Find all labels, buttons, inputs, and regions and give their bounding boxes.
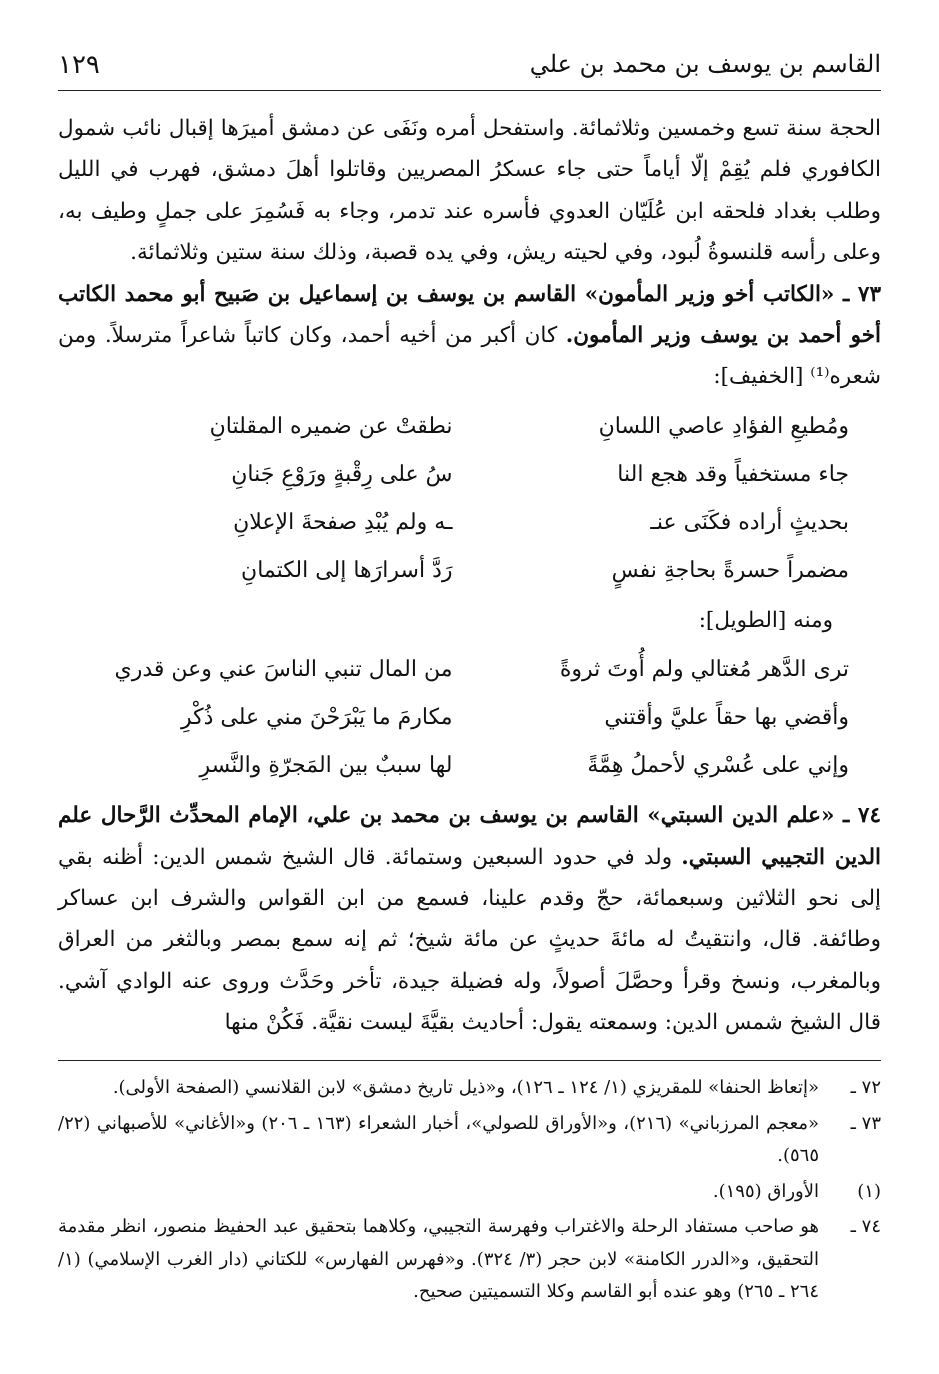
verse-second-hemistich: من المال تنبي الناسَ عني وعن قدري (114, 657, 453, 683)
poem-khafif (58, 403, 881, 595)
meter-label: ومنه [الطويل]: (698, 607, 833, 633)
footnote (58, 1211, 881, 1309)
footnote-number: (١) (857, 1180, 881, 1202)
entry-73-text: كان أكبر من أخيه أحمد، وكان كاتباً شاعراً مترسلاً. ومن شعره⁽¹⁾ [الخفيف]: (58, 323, 881, 390)
verse-first-hemistich: ترى الدَّهر مُغتالي ولم أُوتَ ثروةً (559, 657, 849, 683)
poem-tawil (58, 646, 881, 790)
paragraph-continuation: الحجة سنة تسع وخمسين وثلاثمائة. واستفحل أمره ونَفَى عن دمشق أميرَها إقبال نائب شمول الكافوري فلم يُقِمْ إلّا أياماً حتى جاء عسكرُ المصريين وقاتلوا أهلَ دمشق، فهرب في الليل وطلب بغداد فلحقه ابن عُلَيّان العدوي فأسره عند تدمر، وجاء به فَسُمِرَ على جملٍ وطيف به، وعلى رأسه قلنسوةُ لُبود، وفي لحيته ريش، وفي يده قصبة، وذلك سنة ستين وثلاثمائة. (58, 116, 881, 266)
verse-second-hemistich: رَدَّ أسرارَها إلى الكتمانِ (241, 557, 453, 583)
verse-second-hemistich: سُ على رِقْبةٍ ورَوْعِ جَنانِ (231, 461, 453, 487)
footnote (58, 1072, 881, 1105)
verse-first-hemistich: وإني على عُسْري لأحملُ هِمَّةً (587, 753, 849, 779)
verse-first-hemistich: وأقضي بها حقاً عليَّ وأقتني (604, 705, 849, 731)
footnote-text: «معجم المرزباني» (٢١٦)، و«الأوراق للصولي»، أخبار الشعراء (١٦٣ ـ ٢٠٦) و«الأغاني» للأصبهاني (٢٢/ ٥٦٥). (58, 1112, 820, 1166)
verse-first-hemistich: جاء مستخفياً وقد هجع النا (617, 461, 849, 487)
footnote-divider (58, 1060, 881, 1061)
main-text (58, 108, 881, 1044)
verse-second-hemistich: ـه ولم يُبْدِ صفحةَ الإعلانِ (233, 509, 453, 535)
verse-first-hemistich: بحديثٍ أراده فكَنَى عنـ (650, 509, 849, 535)
footnote-number: ٧٢ ـ (850, 1077, 881, 1098)
running-title: القاسم بن يوسف بن محمد بن علي (529, 50, 881, 78)
entry-73 (58, 274, 881, 398)
running-header (58, 46, 881, 91)
verse-second-hemistich: مكارمَ ما يَبْرَحْنَ مني على ذُكْرِ (181, 705, 453, 731)
verse-second-hemistich: لها سببٌ بين المَجرّةِ والنَّسرِ (199, 753, 453, 779)
entry-74-heading: ٧٤ ـ «علم الدين السبتي» القاسم بن يوسف بن محمد بن علي، الإمام المحدِّث الرَّحال علم الدين التجيبي السبتي. (58, 803, 881, 870)
footnotes (58, 1072, 881, 1312)
footnote-number: ٧٤ ـ (850, 1216, 881, 1237)
entry-74 (58, 795, 881, 1043)
page-number: ١٢٩ (58, 50, 100, 80)
footnote (58, 1108, 881, 1173)
entry-73-heading: ٧٣ ـ «الكاتب أخو وزير المأمون» القاسم بن يوسف بن إسماعيل بن صَبيح أبو محمد الكاتب أخو أحمد بن يوسف وزير المأمون. (58, 281, 881, 349)
footnote-text: «إتعاظ الحنفا» للمقريزي (١/ ١٢٤ ـ ١٢٦)، و«ذيل تاريخ دمشق» لابن القلانسي (الصفحة الأولى). (112, 1077, 819, 1098)
footnote-text: هو صاحب مستفاد الرحلة والاغتراب وفهرسة التجيبي، وكلاهما بتحقيق عبد الحفيظ منصور، انظر مقدمة التحقيق، و«الدرر الكامنة» لابن حجر (٣/ ٣٢٤). و«فهرس الفهارس» للكتاني (دار الغرب الإسلامي) (١/ ٢٦٤ ـ ٢٦٥) وهو عنده أبو القاسم وكلا التسميتين صحيح. (58, 1216, 819, 1302)
footnote (58, 1176, 881, 1209)
verse-first-hemistich: ومُطيعِ الفؤادِ عاصي اللسانِ (598, 413, 849, 439)
footnote-text: الأوراق (١٩٥). (712, 1180, 819, 1202)
verse-second-hemistich: نطقتْ عن ضميره المقلتانِ (209, 413, 453, 439)
entry-74-text: ولد في حدود السبعين وستمائة. قال الشيخ شمس الدين: أظنه بقي إلى نحو الثلاثين وسبعمائة، حجّ وقدم علينا، فسمع من ابن القواس والشرف ابن عساكر وطائفة. قال، وانتقيتُ له مائةَ حديثٍ عن مائة شيخ؛ ثم إنه سمع بمصر وبالثغر من العراق وبالمغرب، ونسخ وقرأ وحصَّلَ أصولاً، وله فضيلة جيدة، تأخر وحَدَّث وروى عنه الوادي آشي. قال الشيخ شمس الدين: وسمعته يقول: أحاديث بقيَّةَ ليست نقيَّة. فَكُنْ منها (58, 844, 881, 1036)
verse-first-hemistich: مضمراً حسرةً بحاجةِ نفسٍ (611, 557, 849, 583)
footnote-number: ٧٣ ـ (850, 1112, 881, 1134)
